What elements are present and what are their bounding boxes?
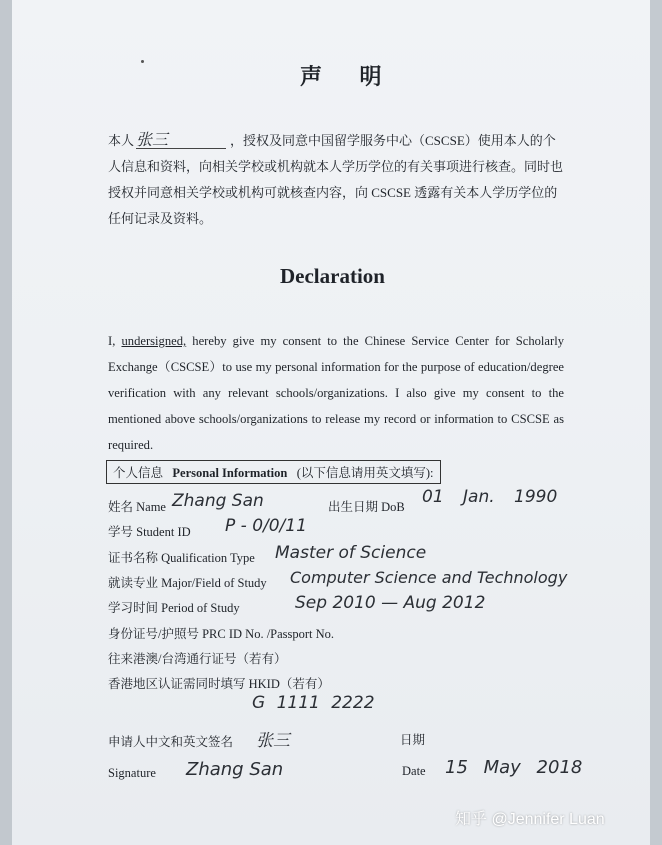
period-value: Sep 2010 — Aug 2012 (295, 593, 486, 613)
date-label: Date (402, 764, 426, 778)
date-cn-label: 日期 (400, 733, 426, 747)
signature-cn-value: 张三 (256, 731, 290, 751)
prc-id-label: 身份证号/护照号 PRC ID No. /Passport No. (108, 627, 335, 641)
en-statement-text: hereby give my consent to the Chinese Service Center for Scholarly Exchange（CSCSE）to use my personal information for the purpose of education/degree verification with any relevant schools/organizations. I also give my consent to the mentioned above schools/organizations to release my record or information to CSCSE as required. (108, 334, 564, 452)
scan-edge-left (0, 0, 12, 845)
period-label: 学习时间 Period of Study (108, 601, 240, 615)
name-value: Zhang San (172, 491, 264, 511)
en-title: Declaration (280, 264, 385, 288)
en-statement-prefix: I, (108, 334, 122, 348)
watermark: 知乎 @Jennifer Luan (455, 811, 605, 828)
signature-label: Signature (108, 766, 156, 780)
dob-value: 01 Jan. 1990 (422, 487, 558, 507)
hkid-value: G 1111 2222 (252, 693, 375, 713)
hkid-label: 香港地区认证需同时填写 HKID（若有） (108, 677, 330, 691)
signature-cn-label: 申请人中文和英文签名 (108, 735, 234, 749)
scan-edge-right (650, 0, 662, 845)
student-id-label: 学号 Student ID (108, 525, 191, 539)
student-id-value: P - 0/0/11 (225, 516, 307, 536)
qualification-label: 证书名称 Qualification Type (108, 551, 255, 565)
ink-speck (141, 60, 144, 63)
info-header-cn: 个人信息 (113, 466, 164, 480)
qualification-value: Master of Science (275, 543, 427, 563)
info-header-note: (以下信息请用英文填写): (296, 466, 434, 480)
signature-value: Zhang San (186, 759, 284, 780)
info-header-en: Personal Information (172, 466, 288, 480)
en-statement (108, 328, 564, 458)
personal-info-header (106, 460, 441, 484)
cn-title: 声 明 (300, 64, 398, 89)
date-value: 15 May 2018 (445, 757, 583, 778)
cn-statement-text: ，授权及同意中国留学服务中心（CSCSE）使用本人的个人信息和资料，向相关学校或机构就本人学历学位的有关事项进行核查。同时也授权并同意相关学校或机构可就核查内容，向 CSCSE 透露有关本人学历学位的任何记录及资料。 (108, 133, 564, 226)
cn-statement (108, 128, 568, 232)
name-label: 姓名 Name (108, 500, 166, 514)
cn-statement-prefix: 本人 (108, 133, 135, 148)
major-value: Computer Science and Technology (290, 568, 568, 587)
en-statement-underlined: undersigned, (121, 334, 187, 348)
cn-statement-name: 张三 (136, 132, 226, 149)
major-label: 就读专业 Major/Field of Study (108, 576, 267, 590)
dob-label: 出生日期 DoB (328, 500, 405, 514)
travel-permit-label: 往来港澳/台湾通行证号（若有） (108, 652, 287, 666)
